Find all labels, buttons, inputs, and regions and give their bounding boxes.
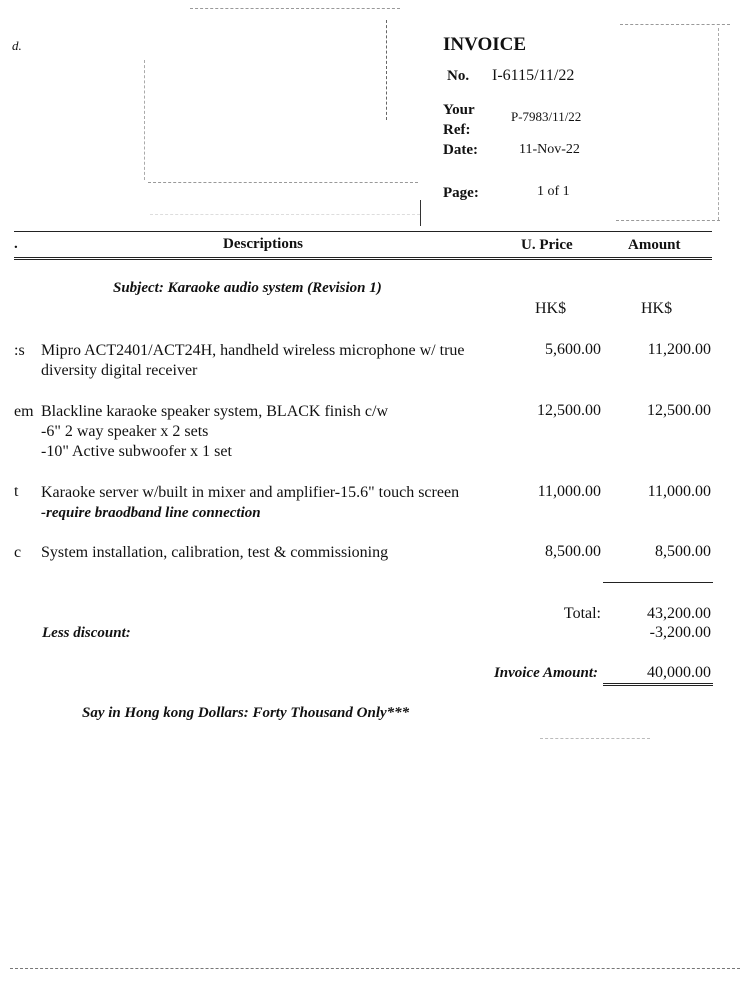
item-description	[41, 483, 459, 523]
your-ref-label-line2: Ref:	[443, 122, 471, 138]
item-unit-price: 11,000.00	[537, 483, 601, 500]
item-amount: 12,500.00	[647, 402, 711, 419]
scan-artifact	[386, 20, 387, 120]
item-description-line: System installation, calibration, test & commissioning	[41, 544, 389, 561]
column-descriptions: Descriptions	[223, 236, 303, 252]
item-unit-price: 5,600.00	[545, 341, 601, 358]
item-description-line: Blackline karaoke speaker system, BLACK finish c/w	[41, 403, 389, 420]
page-value: 1 of 1	[537, 184, 570, 199]
scan-artifact	[10, 968, 740, 969]
subject-line: Subject: Karaoke audio system (Revision 1)	[113, 280, 382, 296]
amount-in-words: Say in Hong kong Dollars: Forty Thousand Only***	[82, 705, 410, 721]
column-lead: .	[14, 236, 18, 252]
currency-unit-price: HK$	[535, 300, 567, 317]
scan-artifact	[420, 200, 421, 226]
scan-artifact	[150, 214, 420, 215]
scan-artifact	[540, 738, 650, 739]
subtotal-rule	[603, 582, 713, 583]
item-description-line: Karaoke server w/built in mixer and amplifier-15.6" touch screen	[41, 484, 460, 501]
invoice-amount-rule	[603, 683, 713, 686]
item-description	[41, 402, 388, 462]
item-amount: 11,000.00	[647, 483, 711, 500]
invoice-title: INVOICE	[443, 34, 527, 55]
invoice-amount-value: 40,000.00	[647, 664, 711, 681]
item-note: -require braodband line connection	[41, 505, 261, 521]
total-label: Total:	[563, 605, 601, 622]
invoice-amount-label: Invoice Amount:	[493, 665, 598, 681]
total-value: 43,200.00	[647, 605, 711, 622]
page-label: Page:	[443, 185, 479, 201]
your-ref-label	[443, 100, 475, 140]
item-description	[41, 341, 465, 381]
invoice-no-value: I-6115/11/22	[492, 67, 575, 84]
item-unit-price: 12,500.00	[537, 402, 601, 419]
your-ref-label-line1: Your	[443, 102, 475, 118]
item-prefix: c	[14, 544, 22, 561]
table-header-bottom-rule	[14, 257, 712, 260]
item-description-line: Mipro ACT2401/ACT24H, handheld wireless microphone w/ true	[41, 342, 465, 359]
column-amount: Amount	[628, 237, 681, 253]
scan-artifact	[620, 24, 730, 25]
discount-label: Less discount:	[42, 625, 131, 641]
your-ref-value: P-7983/11/22	[511, 109, 582, 124]
table-header-top-rule	[14, 231, 712, 232]
item-prefix: t	[14, 483, 19, 500]
scan-artifact	[148, 182, 418, 183]
item-description-line: -6" 2 way speaker x 2 sets	[41, 423, 209, 440]
column-unit-price: U. Price	[521, 237, 573, 253]
item-description-line: diversity digital receiver	[41, 362, 198, 379]
item-prefix: :s	[14, 342, 25, 359]
left-fragment: d.	[12, 38, 22, 53]
currency-amount: HK$	[641, 300, 673, 317]
scan-artifact	[616, 220, 720, 221]
item-unit-price: 8,500.00	[545, 543, 601, 560]
item-amount: 8,500.00	[655, 543, 711, 560]
invoice-no-label: No.	[447, 68, 470, 84]
item-amount: 11,200.00	[647, 341, 711, 358]
scan-artifact	[144, 60, 145, 180]
item-description-line: -10" Active subwoofer x 1 set	[41, 443, 232, 460]
item-description	[41, 543, 388, 563]
date-label: Date:	[443, 142, 478, 158]
item-prefix: em	[14, 403, 34, 420]
scan-artifact	[190, 8, 400, 9]
scan-artifact	[718, 28, 719, 220]
discount-value: -3,200.00	[649, 624, 711, 641]
date-value: 11-Nov-22	[519, 142, 580, 157]
